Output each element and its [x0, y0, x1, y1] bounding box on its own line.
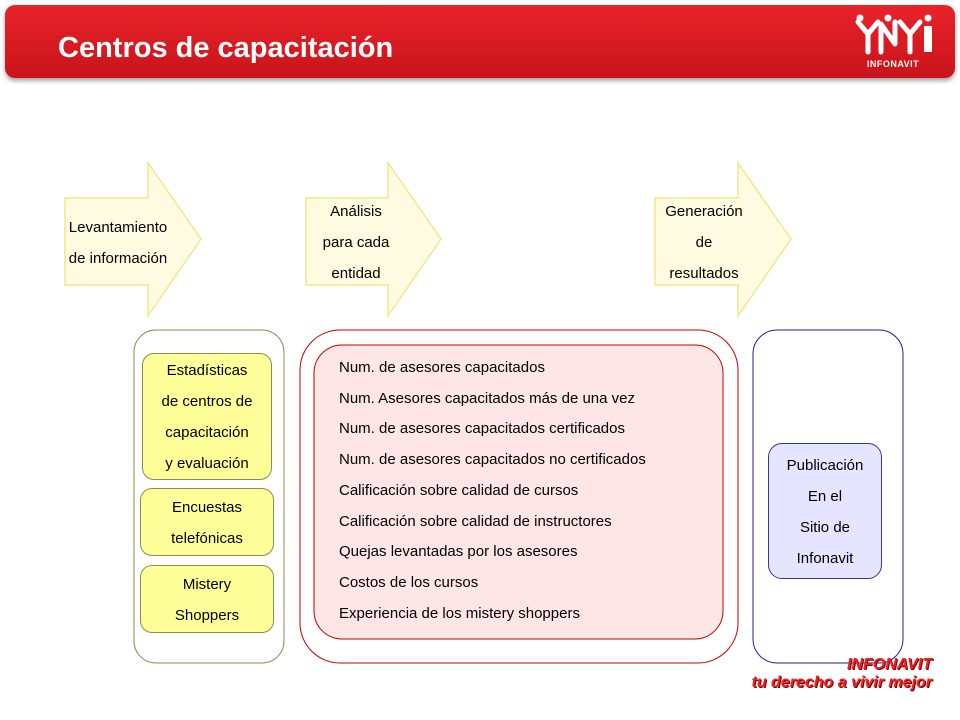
metric-item: Num. de asesores capacitados certificados: [339, 420, 625, 438]
source-box-statistics: [142, 353, 272, 480]
source-box-surveys: [140, 488, 274, 556]
publication-line: Infonavit: [796, 550, 854, 567]
metric-item: Costos de los cursos: [339, 573, 479, 591]
step-label-line: Análisis: [330, 203, 382, 220]
footer-tagline: tu derecho a vivir mejor: [751, 674, 932, 691]
source-line: Encuestas: [171, 499, 243, 516]
publication-line: Sitio de: [799, 519, 851, 536]
footer-brand: INFONAVIT: [846, 656, 932, 673]
metric-item: Quejas levantadas por los asesores: [339, 543, 578, 561]
logo-text: INFONAVIT: [866, 59, 920, 69]
step-label-line: para cada: [322, 234, 390, 251]
step-label-line: Levantamiento: [68, 219, 168, 236]
publication-line: En el: [807, 488, 843, 505]
step-label-2: [286, 196, 426, 289]
publication-box: [768, 443, 882, 579]
source-line: Estadísticas: [166, 362, 248, 379]
source-line: Shoppers: [174, 607, 240, 624]
step-label-line: resultados: [669, 265, 739, 282]
step-label-line: entidad: [331, 265, 381, 282]
metric-item: Calificación sobre calidad de cursos: [339, 481, 579, 499]
publication-line: Publicación: [786, 457, 864, 474]
source-line: de centros de: [161, 393, 253, 410]
metrics-list: [339, 353, 646, 629]
metric-item: Num. Asesores capacitados más de una vez: [339, 389, 635, 407]
source-line: telefónicas: [171, 530, 243, 547]
step-label-line: de: [695, 234, 713, 251]
metric-item: Num. de asesores capacitados no certificados: [339, 451, 646, 469]
source-box-mystery-shoppers: [140, 565, 274, 633]
step-label-line: Generación: [665, 203, 743, 220]
step-label-3: [634, 196, 774, 289]
metric-item: Num. de asesores capacitados: [339, 359, 545, 376]
source-line: Mistery: [182, 576, 232, 593]
step-label-line: de información: [68, 250, 168, 267]
metric-item: Experiencia de los mistery shoppers: [339, 604, 580, 622]
source-line: capacitación: [165, 424, 249, 441]
step-label-1: [48, 212, 188, 274]
metric-item: Calificación sobre calidad de instructores: [339, 512, 612, 530]
source-line: y evaluación: [165, 455, 249, 472]
footer-slogan: [751, 656, 932, 692]
page-title: Centros de capacitación: [58, 32, 394, 64]
